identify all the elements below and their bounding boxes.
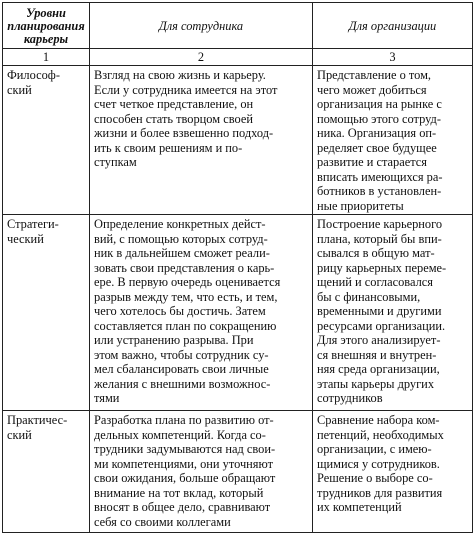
table-row-strategic [3, 215, 473, 411]
table-row-philosophical [3, 66, 473, 215]
level-cell: Философ- ский [3, 66, 90, 215]
career-planning-table [2, 2, 473, 533]
header-employee: Для сотрудника [90, 3, 313, 49]
organization-cell: Построение карьерного плана, который бы впи- сывался в общую мат- рицу карьерных переме- щений и согласовался бы с финансовыми, временными и другими ресурсами организации. Для этого анализирует- ся внешняя и внутрен- няя среда организации, этапы карьеры других сотрудников [313, 215, 473, 411]
header-organization: Для организации [313, 3, 473, 49]
employee-cell: Взгляд на свою жизнь и карьеру. Если у сотрудника имеется на этот счет четкое представление, он способен стать творцом своей жизни и более взвешенно подход- ить к своим решениям и по- ступкам [90, 66, 313, 215]
header-levels: Уровни планирования карьеры [3, 3, 90, 49]
column-number-1: 1 [3, 49, 90, 66]
organization-cell: Представление о том, чего может добиться организация на рынке с помощью этого сотруд- ника. Организация оп- ределяет свое будущее развитие и старается вписать имеющихся ра- ботников в установлен- ные приоритеты [313, 66, 473, 215]
table-row-practical [3, 411, 473, 533]
column-number-3: 3 [313, 49, 473, 66]
level-cell: Практичес- ский [3, 411, 90, 533]
level-cell: Стратеги- ческий [3, 215, 90, 411]
employee-cell: Разработка плана по развитию от- дельных компетенций. Когда со- трудники задумываются над свои- ми компетенциями, они уточняют свои ожидания, больше обращают внимание на тот вклад, который вносят в общее дело, сравнивают себя со своими коллегами [90, 411, 313, 533]
organization-cell: Сравнение набора ком- петенций, необходимых организации, с имею- щимися у сотрудников. Решение о выборе со- трудников для развития их компетенций [313, 411, 473, 533]
column-number-row [3, 49, 473, 66]
header-row [3, 3, 473, 49]
column-number-2: 2 [90, 49, 313, 66]
employee-cell: Определение конкретных дейст- вий, с помощью которых сотруд- ник в дальнейшем сможет реали- зовать свои представления о карь- ере. В первую очередь оценивается разрыв между тем, что есть, и тем, чего хотелось бы достичь. Затем составляется план по сокращению или устранению разрыва. При этом важно, чтобы сотрудник су- мел сбалансировать свои личные желания с внешними возможнос- тями [90, 215, 313, 411]
